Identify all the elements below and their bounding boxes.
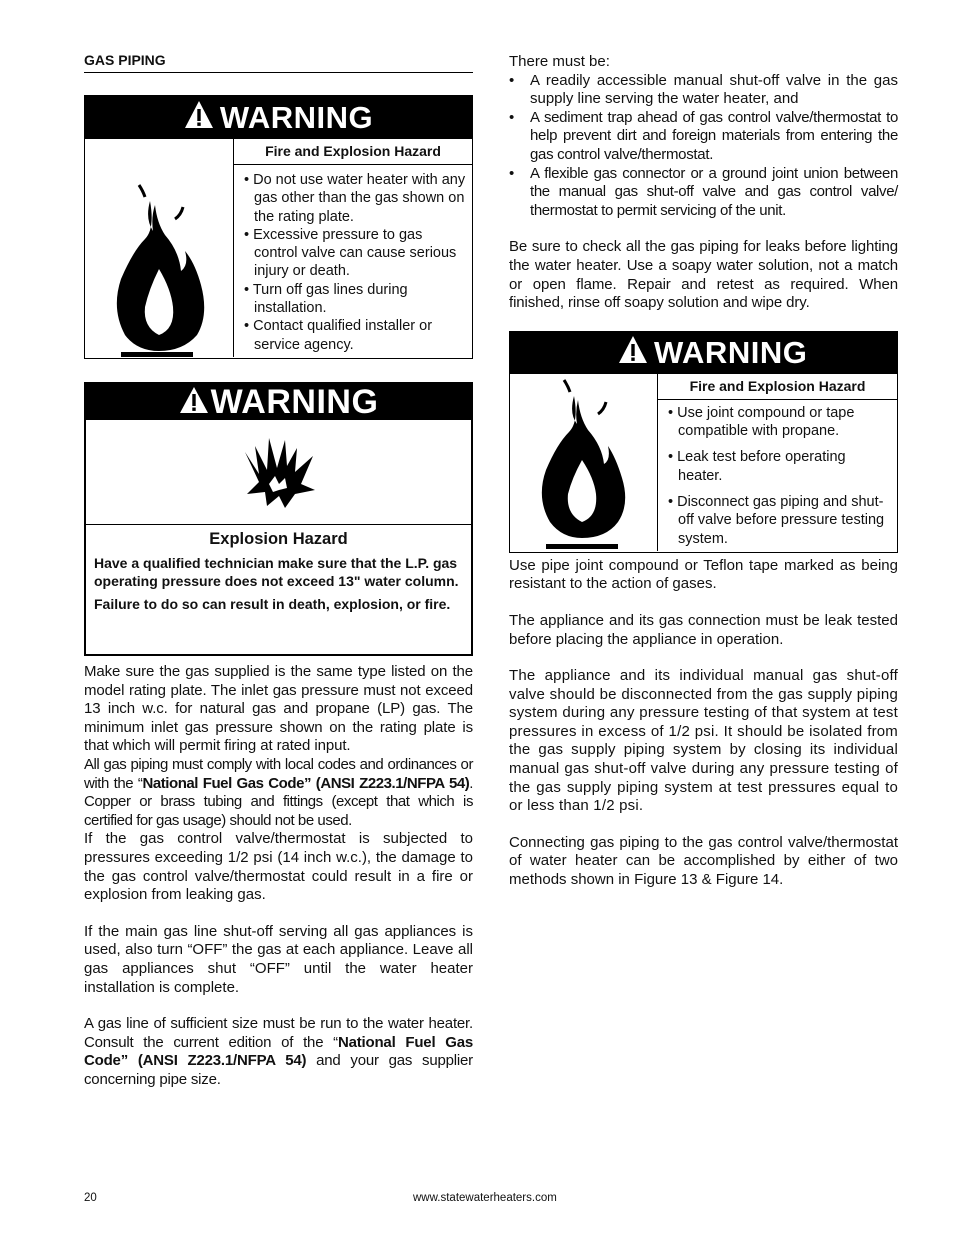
- leak-test-paragraph: The appliance and its gas connection must be leak tested before placing the appliance in operation.: [509, 611, 898, 648]
- hazard-item: • Turn off gas lines during installation.: [244, 281, 408, 317]
- warning-heading: WARNING: [219, 99, 374, 135]
- pressure-damage-paragraph: If the gas control valve/thermostat is subjected to pressures exceeding 1/2 psi (14 inch w.c.), the damage to the gas control valve/thermostat could result in a fire or explosion from leaking gas.: [84, 830, 473, 904]
- fire-explosion-warning-box-2: [509, 331, 898, 553]
- page-number: 20: [84, 1192, 97, 1204]
- requirement-item: [509, 165, 898, 221]
- requirements-intro: There must be:: [509, 53, 610, 70]
- hazard-title: Fire and Explosion Hazard: [658, 374, 897, 400]
- bullet: •: [509, 71, 515, 89]
- pipe-compound-paragraph: Use pipe joint compound or Teflon tape marked as being resistant to the action of gases.: [509, 556, 898, 593]
- hazard-title: Explosion Hazard: [209, 530, 348, 548]
- bullet: •: [509, 164, 514, 182]
- requirements-list: [509, 72, 898, 221]
- website-link[interactable]: www.statewaterheaters.com: [413, 1192, 557, 1204]
- connection-methods-paragraph: Connecting gas piping to the gas control valve/thermostat of water heater can be accomplished by either of two methods shown in Figure 13 & Figure 14.: [509, 833, 898, 889]
- shutoff-paragraph: If the main gas line shut-off serving all gas appliances is used, also turn “OFF” the gas at each appliance. Leave all gas appliances shut “OFF” until the water heater installation is complete.: [84, 922, 473, 996]
- gas-type-paragraph: Make sure the gas supplied is the same type listed on the model rating plate. The inlet gas pressure must not exceed 13 inch w.c. for natural gas and propane (LP) gas. The minimum inlet gas pressure shown on the rating plate is that which will permit firing at rated input.: [84, 663, 473, 755]
- flame-pictogram: [510, 374, 658, 551]
- code-reference: National Fuel Gas Code” (ANSI Z223.1/NFPA 54): [84, 1033, 473, 1070]
- pressure-testing-paragraph: The appliance and its individual manual gas shut-off valve should be disconnected from the gas supply piping system during any pressure testing of that system at test pressures in excess of 1/2 psi. It should be isolated from the gas supply piping system by closing its individual manual gas shut-off valve during any pressure testing of the gas supply piping system at test pressures equal to or less than 1/2 psi.: [509, 667, 898, 815]
- hazard-item: • Excessive pressure to gas control valve can cause serious injury or death.: [244, 226, 457, 280]
- flame-pictogram: [85, 139, 234, 357]
- warning-triangle-icon: [184, 100, 214, 135]
- explosion-icon: [239, 432, 319, 512]
- requirement-text: A readily accessible manual shut-off valve in the gas supply line serving the water heater, and: [530, 71, 898, 108]
- requirement-text: A sediment trap ahead of gas control valve/thermostat to help prevent dirt and foreign materials from entering the gas control valve/thermostat.: [530, 108, 898, 163]
- warning-triangle-icon: [179, 386, 209, 419]
- warning-banner: [86, 384, 471, 420]
- fire-explosion-warning-box: [84, 95, 473, 359]
- section-title: GAS PIPING: [84, 52, 473, 73]
- hazard-text-cell: [234, 139, 472, 357]
- hazard-item: • Contact qualified installer or service agency.: [244, 318, 433, 353]
- explosion-pictogram: [86, 420, 471, 525]
- hazard-text-cell: [658, 374, 897, 551]
- flame-icon: [510, 374, 657, 551]
- code-compliance-paragraph: [84, 756, 473, 830]
- text-run: . Copper or brass tubing and fittings (except that which is certified for gas usage) should not be used.: [84, 774, 474, 829]
- text-run: All gas piping must comply with local codes and ordinances or with the “: [84, 755, 473, 792]
- hazard-item: • Use joint compound or tape compatible with propane.: [668, 404, 855, 440]
- warning-banner: [85, 96, 472, 139]
- warning-banner: [510, 332, 897, 374]
- text-run: A gas line of sufficient size must be run to the water heater. Consult the current edition of the “: [84, 1015, 473, 1051]
- warning-heading: WARNING: [210, 382, 379, 421]
- code-reference: National Fuel Gas Code” (ANSI Z223.1/NFPA 54): [142, 774, 470, 792]
- hazard-item: • Leak test before operating heater.: [668, 449, 846, 484]
- hazard-item: • Do not use water heater with any gas other than the gas shown on the rating plate.: [244, 172, 466, 225]
- hazard-list: [658, 400, 897, 548]
- hazard-consequence: Failure to do so can result in death, explosion, or fire.: [94, 596, 451, 612]
- requirement-text: A flexible gas connector or a ground joint union between the manual gas shut-off valve and gas control valve/ thermostat to permit servicing of the unit.: [530, 164, 898, 219]
- hazard-title: Fire and Explosion Hazard: [234, 139, 472, 165]
- warning-triangle-icon: [618, 335, 648, 370]
- gas-line-size-paragraph: [84, 1015, 473, 1089]
- flame-icon: [85, 139, 233, 357]
- requirement-item: [509, 109, 898, 165]
- warning-heading: WARNING: [654, 334, 808, 370]
- hazard-list: [234, 165, 472, 354]
- right-column: [509, 52, 898, 890]
- requirement-item: [509, 72, 898, 109]
- hazard-instruction: Have a qualified technician make sure that the L.P. gas operating pressure does not exceed 13" water column.: [94, 555, 459, 589]
- explosion-warning-box: [84, 382, 473, 656]
- hazard-item: • Disconnect gas piping and shut-off valve before pressure testing system.: [668, 493, 885, 547]
- bullet: •: [509, 108, 514, 126]
- left-column: [84, 52, 473, 1089]
- leak-check-paragraph: Be sure to check all the gas piping for leaks before lighting the water heater. Use a soapy water solution, not a match or open flame. Repair and retest as required. When finished, rinse off soapy solution and wipe dry.: [509, 238, 898, 312]
- text-run: and your gas supplier concerning pipe size.: [84, 1052, 473, 1088]
